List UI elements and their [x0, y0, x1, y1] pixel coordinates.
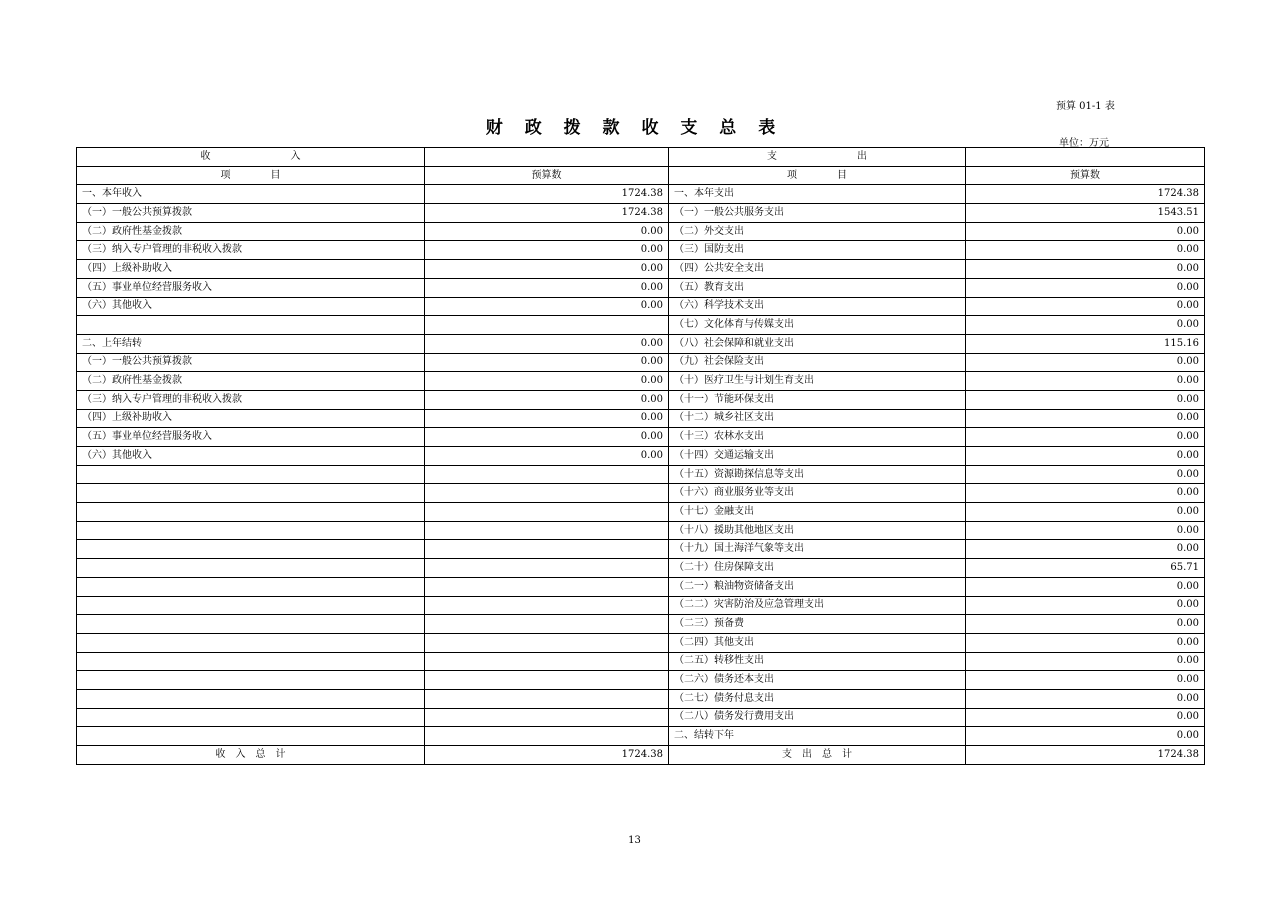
- header-row-sections: [77, 148, 1205, 167]
- expense-item-cell: 一、本年支出: [669, 185, 966, 204]
- table-row: [77, 447, 1205, 466]
- expense-item-cell: （二四）其他支出: [669, 633, 966, 652]
- table-row: [77, 708, 1205, 727]
- table-row: [77, 577, 1205, 596]
- expense-value-cell: 0.00: [966, 540, 1205, 559]
- expense-value-cell: 65.71: [966, 559, 1205, 578]
- expense-item-cell: （十二）城乡社区支出: [669, 409, 966, 428]
- income-item-cell: [77, 465, 425, 484]
- expense-total-label: 支 出 总 计: [669, 746, 966, 765]
- income-value-cell: 0.00: [425, 353, 669, 372]
- income-item-cell: （五）事业单位经营服务收入: [77, 428, 425, 447]
- expense-value-cell: 0.00: [966, 727, 1205, 746]
- income-item-cell: 二、上年结转: [77, 334, 425, 353]
- expense-value-cell: 0.00: [966, 260, 1205, 279]
- expense-value-cell: 0.00: [966, 390, 1205, 409]
- income-value-cell: [425, 559, 669, 578]
- expense-item-cell: （十七）金融支出: [669, 503, 966, 522]
- expense-item-cell: 二、结转下年: [669, 727, 966, 746]
- expense-item-cell: （十三）农林水支出: [669, 428, 966, 447]
- income-value-cell: [425, 465, 669, 484]
- income-value-cell: 0.00: [425, 260, 669, 279]
- income-item-cell: （一）一般公共预算拨款: [77, 353, 425, 372]
- expense-value-cell: 0.00: [966, 447, 1205, 466]
- income-value-cell: [425, 689, 669, 708]
- expense-item-cell: （二十）住房保障支出: [669, 559, 966, 578]
- income-value-cell: 0.00: [425, 372, 669, 391]
- expense-item-cell: （十九）国土海洋气象等支出: [669, 540, 966, 559]
- income-item-cell: （六）其他收入: [77, 447, 425, 466]
- income-value-cell: 0.00: [425, 447, 669, 466]
- table-row: [77, 521, 1205, 540]
- expense-item-cell: （六）科学技术支出: [669, 297, 966, 316]
- expense-item-cell: （二八）债务发行费用支出: [669, 708, 966, 727]
- income-total-value: 1724.38: [425, 746, 669, 765]
- expense-item-cell: （一）一般公共服务支出: [669, 204, 966, 223]
- table-row: [77, 297, 1205, 316]
- table-row: [77, 727, 1205, 746]
- table-row: [77, 278, 1205, 297]
- expense-value-cell: 115.16: [966, 334, 1205, 353]
- income-item-cell: （五）事业单位经营服务收入: [77, 278, 425, 297]
- income-item-cell: [77, 521, 425, 540]
- expense-item-cell: （十四）交通运输支出: [669, 447, 966, 466]
- expense-value-cell: 0.00: [966, 297, 1205, 316]
- income-item-cell: （三）纳入专户管理的非税收入拨款: [77, 241, 425, 260]
- income-item-cell: （一）一般公共预算拨款: [77, 204, 425, 223]
- table-row: [77, 671, 1205, 690]
- table-row: [77, 353, 1205, 372]
- expense-item-cell: （十五）资源勘探信息等支出: [669, 465, 966, 484]
- expense-value-cell: 0.00: [966, 278, 1205, 297]
- table-row: [77, 372, 1205, 391]
- expense-value-cell: 0.00: [966, 521, 1205, 540]
- income-value-cell: 0.00: [425, 334, 669, 353]
- income-item-cell: [77, 615, 425, 634]
- expense-total-value: 1724.38: [966, 746, 1205, 765]
- expense-value-cell: 0.00: [966, 708, 1205, 727]
- income-item-cell: （二）政府性基金拨款: [77, 222, 425, 241]
- expense-item-cell: （十八）援助其他地区支出: [669, 521, 966, 540]
- income-item-cell: （四）上级补助收入: [77, 409, 425, 428]
- budget-table-body: [77, 148, 1205, 746]
- expense-value-cell: 0.00: [966, 465, 1205, 484]
- expense-value-cell: 0.00: [966, 222, 1205, 241]
- expense-item-cell: （四）公共安全支出: [669, 260, 966, 279]
- expense-item-cell: （十）医疗卫生与计划生育支出: [669, 372, 966, 391]
- header-row-columns: [77, 166, 1205, 185]
- table-row: [77, 222, 1205, 241]
- expense-item-cell: （二三）预备费: [669, 615, 966, 634]
- table-row: [77, 390, 1205, 409]
- income-value-cell: [425, 521, 669, 540]
- income-value-cell: [425, 316, 669, 335]
- income-value-cell: 1724.38: [425, 204, 669, 223]
- expense-value-cell: 0.00: [966, 596, 1205, 615]
- income-item-cell: [77, 596, 425, 615]
- table-row: [77, 260, 1205, 279]
- income-item-cell: [77, 689, 425, 708]
- income-total-label: 收 入 总 计: [77, 746, 425, 765]
- income-value-cell: [425, 596, 669, 615]
- expense-value-cell: 0.00: [966, 428, 1205, 447]
- expense-item-cell: （二六）债务还本支出: [669, 671, 966, 690]
- expense-value-cell: 0.00: [966, 241, 1205, 260]
- table-row: [77, 596, 1205, 615]
- table-row: [77, 503, 1205, 522]
- income-value-cell: [425, 633, 669, 652]
- income-value-cell: 0.00: [425, 278, 669, 297]
- income-item-cell: （六）其他收入: [77, 297, 425, 316]
- form-code: 预算 01-1 表: [1056, 101, 1115, 112]
- income-item-cell: [77, 577, 425, 596]
- expense-item-cell: （二一）粮油物资储备支出: [669, 577, 966, 596]
- income-section-header-blank: [425, 148, 669, 167]
- income-value-cell: [425, 708, 669, 727]
- table-row: [77, 465, 1205, 484]
- income-value-cell: [425, 577, 669, 596]
- expense-value-cell: 0.00: [966, 671, 1205, 690]
- expense-value-cell: 0.00: [966, 353, 1205, 372]
- income-value-cell: [425, 503, 669, 522]
- page-number: 13: [628, 835, 641, 846]
- expense-value-cell: 0.00: [966, 484, 1205, 503]
- table-row: [77, 615, 1205, 634]
- expense-value-cell: 1543.51: [966, 204, 1205, 223]
- income-item-cell: [77, 633, 425, 652]
- income-value-cell: 0.00: [425, 297, 669, 316]
- expense-value-cell: 0.00: [966, 633, 1205, 652]
- income-value-cell: 0.00: [425, 241, 669, 260]
- table-row: [77, 204, 1205, 223]
- expense-value-cell: 0.00: [966, 316, 1205, 335]
- expense-value-cell: 0.00: [966, 652, 1205, 671]
- table-row: [77, 652, 1205, 671]
- income-item-cell: [77, 484, 425, 503]
- expense-section-header-blank: [966, 148, 1205, 167]
- income-value-cell: [425, 615, 669, 634]
- income-item-cell: [77, 559, 425, 578]
- income-value-cell: [425, 540, 669, 559]
- income-value-cell: 0.00: [425, 222, 669, 241]
- income-budget-header: 预算数: [425, 166, 669, 185]
- income-value-cell: [425, 652, 669, 671]
- expense-item-cell: （三）国防支出: [669, 241, 966, 260]
- income-item-cell: [77, 708, 425, 727]
- table-row: [77, 689, 1205, 708]
- income-value-cell: 1724.38: [425, 185, 669, 204]
- expense-budget-header: 预算数: [966, 166, 1205, 185]
- income-item-cell: [77, 316, 425, 335]
- table-row: [77, 334, 1205, 353]
- expense-item-cell: （十一）节能环保支出: [669, 390, 966, 409]
- income-value-cell: 0.00: [425, 390, 669, 409]
- expense-item-cell: （八）社会保障和就业支出: [669, 334, 966, 353]
- income-value-cell: [425, 671, 669, 690]
- expense-section-header: 支 出: [669, 148, 966, 167]
- table-row: [77, 540, 1205, 559]
- expense-value-cell: 0.00: [966, 409, 1205, 428]
- expense-item-cell: （十六）商业服务业等支出: [669, 484, 966, 503]
- table-row: [77, 316, 1205, 335]
- expense-value-cell: 0.00: [966, 689, 1205, 708]
- expense-value-cell: 0.00: [966, 615, 1205, 634]
- income-item-header: 项 目: [77, 166, 425, 185]
- income-section-header: 收 入: [77, 148, 425, 167]
- expense-item-cell: （二）外交支出: [669, 222, 966, 241]
- expense-value-cell: 1724.38: [966, 185, 1205, 204]
- expense-item-cell: （七）文化体育与传媒支出: [669, 316, 966, 335]
- expense-item-cell: （五）教育支出: [669, 278, 966, 297]
- expense-item-cell: （二七）债务付息支出: [669, 689, 966, 708]
- income-item-cell: [77, 671, 425, 690]
- expense-item-cell: （二二）灾害防治及应急管理支出: [669, 596, 966, 615]
- income-item-cell: [77, 652, 425, 671]
- expense-item-cell: （二五）转移性支出: [669, 652, 966, 671]
- table-row: [77, 559, 1205, 578]
- income-item-cell: （二）政府性基金拨款: [77, 372, 425, 391]
- table-row: [77, 428, 1205, 447]
- income-item-cell: [77, 540, 425, 559]
- income-item-cell: [77, 503, 425, 522]
- table-row: [77, 633, 1205, 652]
- income-item-cell: [77, 727, 425, 746]
- totals-row: [77, 746, 1205, 765]
- income-item-cell: （四）上级补助收入: [77, 260, 425, 279]
- expense-item-cell: （九）社会保险支出: [669, 353, 966, 372]
- page-title: 财 政 拨 款 收 支 总 表: [485, 118, 784, 138]
- table-row: [77, 409, 1205, 428]
- income-item-cell: 一、本年收入: [77, 185, 425, 204]
- income-item-cell: （三）纳入专户管理的非税收入拨款: [77, 390, 425, 409]
- expense-value-cell: 0.00: [966, 577, 1205, 596]
- table-row: [77, 484, 1205, 503]
- expense-value-cell: 0.00: [966, 503, 1205, 522]
- budget-table: [76, 147, 1205, 765]
- expense-item-header: 项 目: [669, 166, 966, 185]
- table-row: [77, 241, 1205, 260]
- income-value-cell: [425, 727, 669, 746]
- income-value-cell: 0.00: [425, 409, 669, 428]
- table-row: [77, 185, 1205, 204]
- income-value-cell: 0.00: [425, 428, 669, 447]
- unit-label: 单位：万元: [1059, 138, 1109, 149]
- expense-value-cell: 0.00: [966, 372, 1205, 391]
- income-value-cell: [425, 484, 669, 503]
